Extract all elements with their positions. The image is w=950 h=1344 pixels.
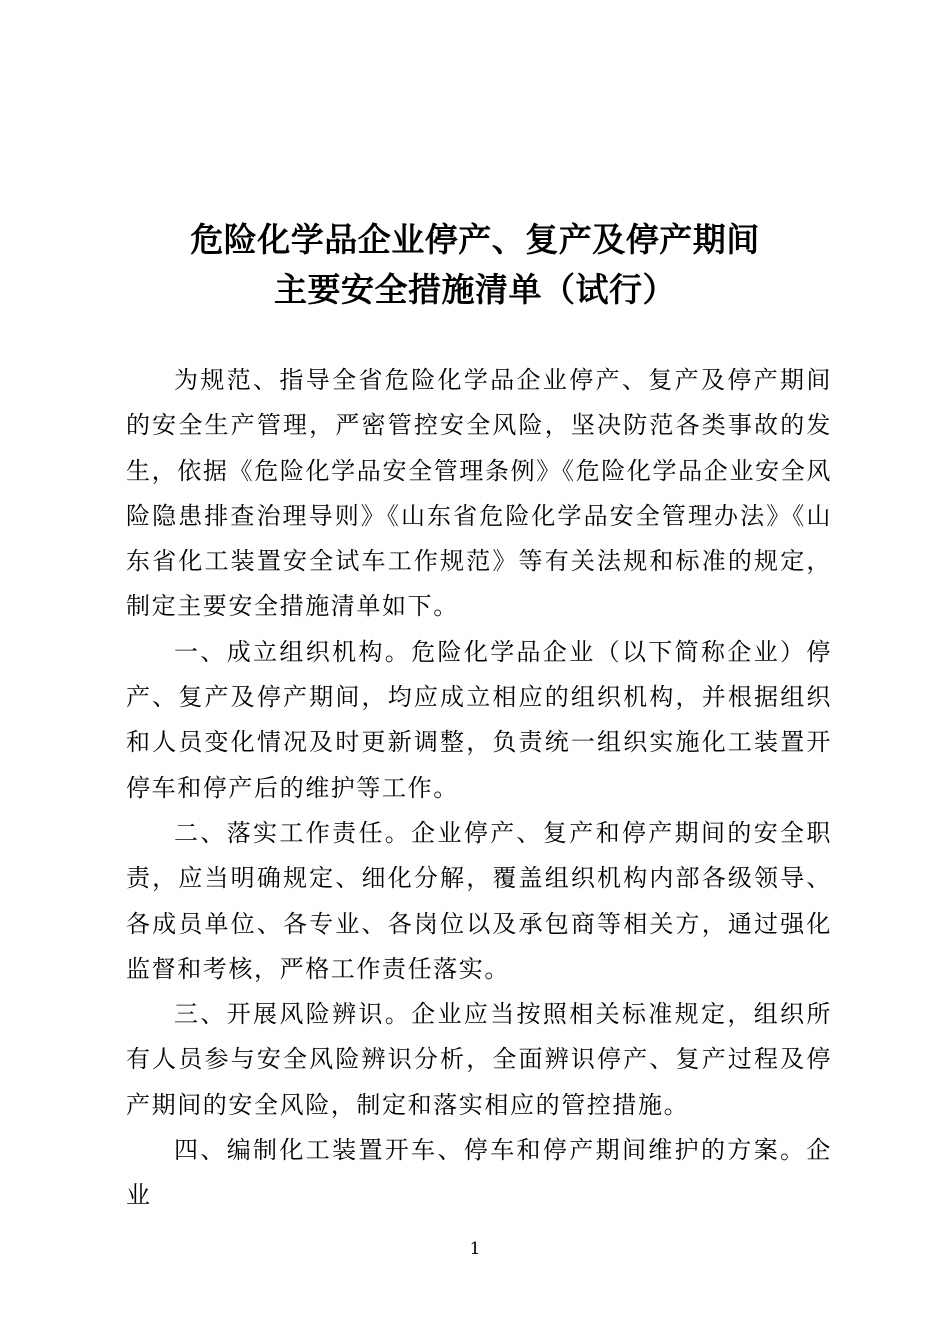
- paragraph-section-1: 一、成立组织机构。危险化学品企业（以下简称企业）停产、复产及停产期间，均应成立相应的组织机构，并根据组织和人员变化情况及时更新调整，负责统一组织实施化工装置开停车和停产后的维护等工作。: [126, 637, 832, 802]
- paragraph-section-4: 四、编制化工装置开车、停车和停产期间维护的方案。企业: [126, 1136, 832, 1210]
- paragraph-section-2: 二、落实工作责任。企业停产、复产和停产期间的安全职责，应当明确规定、细化分解，覆盖组织机构内部各级领导、各成员单位、各专业、各岗位以及承包商等相关方，通过强化监督和考核，严格工作责任落实。: [126, 818, 832, 983]
- document-title-line-2: 主要安全措施清单（试行）: [274, 270, 676, 309]
- document-body: [126, 358, 832, 1219]
- paragraph-intro: 为规范、指导全省危险化学品企业停产、复产及停产期间的安全生产管理，严密管控安全风险，坚决防范各类事故的发生，依据《危险化学品安全管理条例》《危险化学品企业安全风险隐患排查治理导则》《山东省危险化学品安全管理办法》《山东省化工装置安全试车工作规范》等有关法规和标准的规定，制定主要安全措施清单如下。: [126, 366, 832, 621]
- page-number: 1: [469, 1239, 481, 1259]
- document-title-line-1: 危险化学品企业停产、复产及停产期间: [190, 220, 760, 259]
- paragraph-section-3: 三、开展风险辨识。企业应当按照相关标准规定，组织所有人员参与安全风险辨识分析，全面辨识停产、复产过程及停产期间的安全风险，制定和落实相应的管控措施。: [126, 1000, 832, 1119]
